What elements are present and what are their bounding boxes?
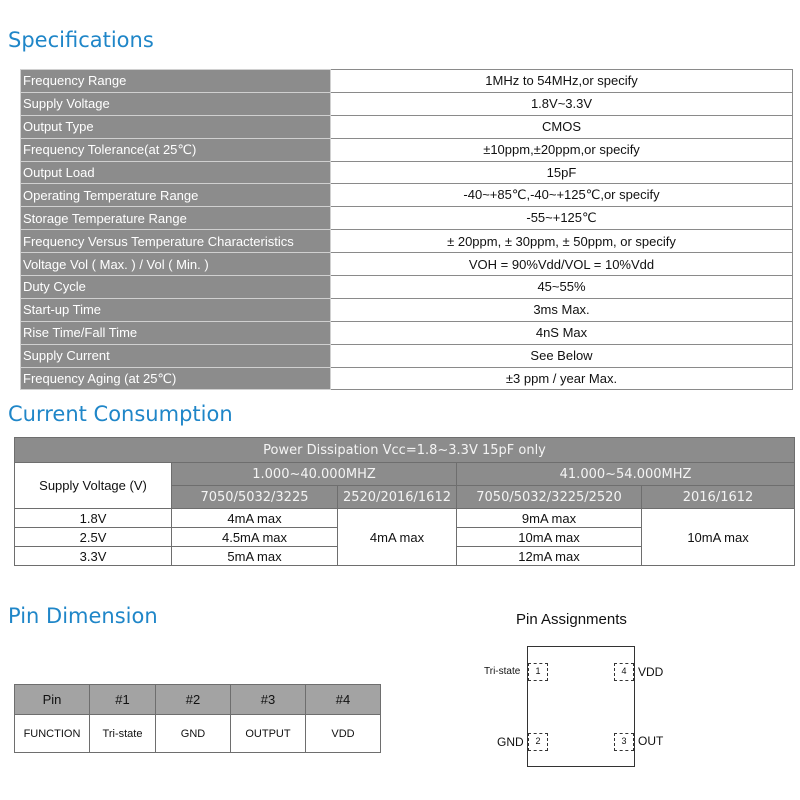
spec-row xyxy=(21,161,793,184)
spec-row xyxy=(21,276,793,299)
spec-label: Frequency Tolerance(at 25℃) xyxy=(21,138,331,161)
current-consumption-table xyxy=(14,437,795,566)
spec-value: ± 20ppm, ± 30ppm, ± 50ppm, or specify xyxy=(331,230,793,253)
spec-value: ±3 ppm / year Max. xyxy=(331,367,793,390)
spec-row xyxy=(21,207,793,230)
spec-value: -40~+85℃,-40~+125℃,or specify xyxy=(331,184,793,207)
spec-value: ±10ppm,±20ppm,or specify xyxy=(331,138,793,161)
spec-label: Voltage Vol ( Max. ) / Vol ( Min. ) xyxy=(21,253,331,276)
spec-label: Frequency Aging (at 25℃) xyxy=(21,367,331,390)
pin-label-vdd: VDD xyxy=(638,665,664,679)
current-cell: 5mA max xyxy=(172,547,338,566)
spec-value: 4nS Max xyxy=(331,321,793,344)
pkg-high-a-header: 7050/5032/3225/2520 xyxy=(457,486,642,509)
spec-label: Frequency Range xyxy=(21,70,331,93)
pin-assignments-title: Pin Assignments xyxy=(516,611,627,628)
specifications-title: Specifications xyxy=(8,28,154,52)
pin-label-tristate: Tri-state xyxy=(484,666,521,677)
pin-header-cell: #3 xyxy=(231,685,306,715)
spec-value: -55~+125℃ xyxy=(331,207,793,230)
spec-value: See Below xyxy=(331,344,793,367)
spec-label: Start-up Time xyxy=(21,298,331,321)
pkg-low-a-header: 7050/5032/3225 xyxy=(172,486,338,509)
pin-function-cell: Tri-state xyxy=(90,715,156,753)
spec-label: Supply Voltage xyxy=(21,92,331,115)
pin-label-out: OUT xyxy=(638,734,664,748)
pin-function-cell: GND xyxy=(156,715,231,753)
spec-row xyxy=(21,70,793,93)
pin-function-cell: VDD xyxy=(306,715,381,753)
spec-row xyxy=(21,298,793,321)
spec-label: Duty Cycle xyxy=(21,276,331,299)
current-cell: 10mA max xyxy=(457,528,642,547)
voltage-cell: 3.3V xyxy=(15,547,172,566)
spec-row xyxy=(21,367,793,390)
spec-label: Storage Temperature Range xyxy=(21,207,331,230)
pin-dimension-title: Pin Dimension xyxy=(8,604,158,628)
pin-dimension-table xyxy=(14,684,381,753)
pin-header-cell: #2 xyxy=(156,685,231,715)
specifications-table xyxy=(20,69,793,390)
spec-row xyxy=(21,92,793,115)
current-cell: 4.5mA max xyxy=(172,528,338,547)
spec-label: Output Load xyxy=(21,161,331,184)
current-cell: 4mA max xyxy=(172,509,338,528)
spec-label: Rise Time/Fall Time xyxy=(21,321,331,344)
pkg-low-b-header: 2520/2016/1612 xyxy=(338,486,457,509)
spec-value: 3ms Max. xyxy=(331,298,793,321)
pin-header-cell: #4 xyxy=(306,685,381,715)
spec-label: Output Type xyxy=(21,115,331,138)
current-cell: 12mA max xyxy=(457,547,642,566)
current-consumption-title: Current Consumption xyxy=(8,402,233,426)
pin-header-cell: Pin xyxy=(15,685,90,715)
pin-pad-3: 3 xyxy=(614,733,634,751)
spec-label: Supply Current xyxy=(21,344,331,367)
spec-value: 15pF xyxy=(331,161,793,184)
band-high-header: 41.000~54.000MHZ xyxy=(457,463,795,486)
supply-voltage-header: Supply Voltage (V) xyxy=(15,463,172,509)
pkg-high-b-header: 2016/1612 xyxy=(642,486,795,509)
spec-value: VOH = 90%Vdd/VOL = 10%Vdd xyxy=(331,253,793,276)
power-dissipation-header: Power Dissipation Vcc=1.8~3.3V 15pF only xyxy=(15,438,795,463)
pin-function-label: FUNCTION xyxy=(15,715,90,753)
spec-row xyxy=(21,253,793,276)
pin-pad-1: 1 xyxy=(528,663,548,681)
spec-value: 45~55% xyxy=(331,276,793,299)
current-cell: 9mA max xyxy=(457,509,642,528)
pin-pad-2: 2 xyxy=(528,733,548,751)
spec-label: Frequency Versus Temperature Characteristics xyxy=(21,230,331,253)
spec-row xyxy=(21,321,793,344)
spec-row xyxy=(21,138,793,161)
band-low-header: 1.000~40.000MHZ xyxy=(172,463,457,486)
spec-value: 1MHz to 54MHz,or specify xyxy=(331,70,793,93)
spec-row xyxy=(21,115,793,138)
pin-header-cell: #1 xyxy=(90,685,156,715)
pin-function-cell: OUTPUT xyxy=(231,715,306,753)
voltage-cell: 2.5V xyxy=(15,528,172,547)
spec-value: CMOS xyxy=(331,115,793,138)
spec-row xyxy=(21,184,793,207)
pin-pad-4: 4 xyxy=(614,663,634,681)
current-cell-merged-high: 10mA max xyxy=(642,509,795,566)
pin-label-gnd: GND xyxy=(497,735,524,749)
current-cell-merged-low: 4mA max xyxy=(338,509,457,566)
spec-row xyxy=(21,230,793,253)
spec-label: Operating Temperature Range xyxy=(21,184,331,207)
spec-value: 1.8V~3.3V xyxy=(331,92,793,115)
spec-row xyxy=(21,344,793,367)
voltage-cell: 1.8V xyxy=(15,509,172,528)
